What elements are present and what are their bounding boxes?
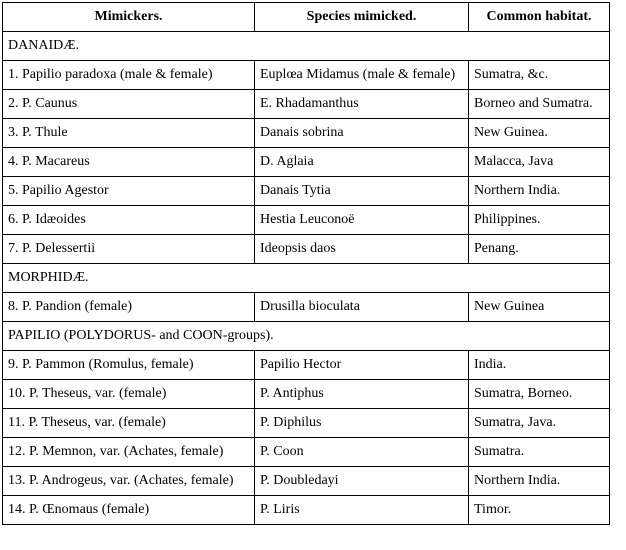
species-cell: E. Rhadamanthus: [255, 90, 469, 119]
habitat-cell: Borneo and Sumatra.: [469, 90, 610, 119]
table-row: [3, 206, 610, 235]
table-row: [3, 409, 610, 438]
mimicry-table: [2, 2, 610, 525]
species-cell: P. Diphilus: [255, 409, 469, 438]
habitat-cell: New Guinea.: [469, 119, 610, 148]
mimicker-cell: 5. Papilio Agestor: [3, 177, 255, 206]
table-row: [3, 351, 610, 380]
table-row: [3, 119, 610, 148]
habitat-cell: India.: [469, 351, 610, 380]
mimicker-cell: 7. P. Delessertii: [3, 235, 255, 264]
mimicker-cell: 1. Papilio paradoxa (male & female): [3, 61, 255, 90]
species-cell: Euplœa Midamus (male & female): [255, 61, 469, 90]
mimicker-cell: 13. P. Androgeus, var. (Achates, female): [3, 467, 255, 496]
table-row: [3, 235, 610, 264]
habitat-cell: Northern India.: [469, 177, 610, 206]
mimicker-cell: 9. P. Pammon (Romulus, female): [3, 351, 255, 380]
table-row: [3, 438, 610, 467]
mimicker-cell: 12. P. Memnon, var. (Achates, female): [3, 438, 255, 467]
table-row: [3, 380, 610, 409]
group-heading: PAPILIO (POLYDORUS- and COON-groups).: [3, 322, 610, 351]
species-cell: Drusilla bioculata: [255, 293, 469, 322]
species-cell: Ideopsis daos: [255, 235, 469, 264]
group-heading: DANAIDÆ.: [3, 32, 610, 61]
mimicker-cell: 10. P. Theseus, var. (female): [3, 380, 255, 409]
species-cell: Hestia Leuconoë: [255, 206, 469, 235]
table-row: [3, 496, 610, 525]
table-row: [3, 61, 610, 90]
mimicker-cell: 6. P. Idæoides: [3, 206, 255, 235]
species-cell: P. Coon: [255, 438, 469, 467]
habitat-cell: Malacca, Java: [469, 148, 610, 177]
header-species-mimicked: Species mimicked.: [255, 3, 469, 32]
table-row: [3, 148, 610, 177]
group-row: [3, 32, 610, 61]
species-cell: D. Aglaia: [255, 148, 469, 177]
mimicker-cell: 8. P. Pandion (female): [3, 293, 255, 322]
group-heading: MORPHIDÆ.: [3, 264, 610, 293]
habitat-cell: Sumatra, Java.: [469, 409, 610, 438]
habitat-cell: Sumatra, Borneo.: [469, 380, 610, 409]
header-common-habitat: Common habitat.: [469, 3, 610, 32]
header-mimickers: Mimickers.: [3, 3, 255, 32]
group-row: [3, 264, 610, 293]
table-row: [3, 90, 610, 119]
mimicker-cell: 3. P. Thule: [3, 119, 255, 148]
species-cell: P. Liris: [255, 496, 469, 525]
species-cell: P. Doubledayi: [255, 467, 469, 496]
mimicker-cell: 2. P. Caunus: [3, 90, 255, 119]
habitat-cell: Penang.: [469, 235, 610, 264]
table-row: [3, 177, 610, 206]
species-cell: P. Antiphus: [255, 380, 469, 409]
habitat-cell: Sumatra, &c.: [469, 61, 610, 90]
mimicker-cell: 11. P. Theseus, var. (female): [3, 409, 255, 438]
header-row: [3, 3, 610, 32]
group-row: [3, 322, 610, 351]
mimicker-cell: 4. P. Macareus: [3, 148, 255, 177]
mimicker-cell: 14. P. Œnomaus (female): [3, 496, 255, 525]
habitat-cell: Northern India.: [469, 467, 610, 496]
species-cell: Danais sobrina: [255, 119, 469, 148]
table-row: [3, 293, 610, 322]
habitat-cell: New Guinea: [469, 293, 610, 322]
species-cell: Papilio Hector: [255, 351, 469, 380]
habitat-cell: Philippines.: [469, 206, 610, 235]
habitat-cell: Timor.: [469, 496, 610, 525]
species-cell: Danais Tytia: [255, 177, 469, 206]
habitat-cell: Sumatra.: [469, 438, 610, 467]
table-row: [3, 467, 610, 496]
